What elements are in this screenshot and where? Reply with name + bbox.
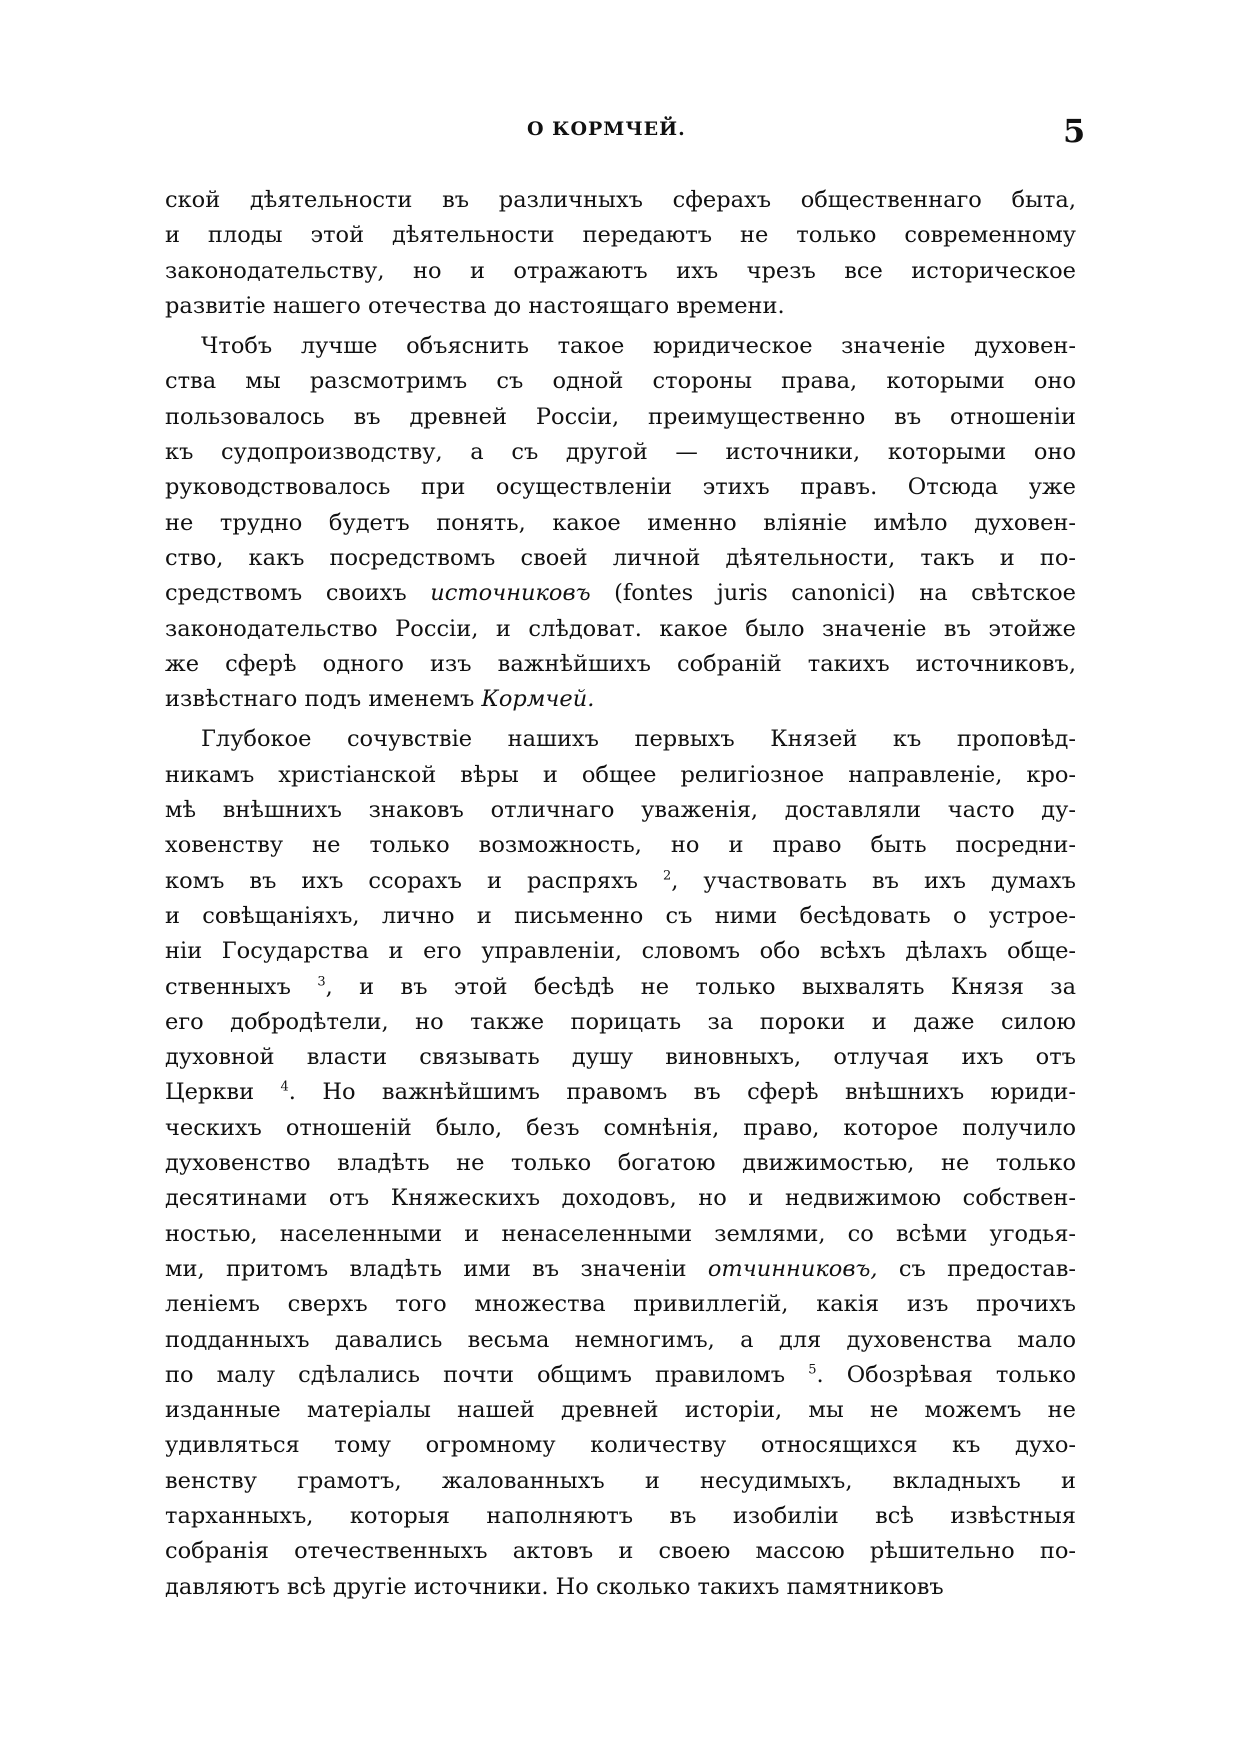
text-segment: изданные матеріалы нашей древней исторіи, мы не можемъ не [165,1397,1076,1424]
text-line [165,1323,1076,1358]
text-line [165,1358,1076,1393]
text-line [165,1534,1076,1569]
text-segment: Чтобъ лучше объяснить такое юридическое значеніе духовен- [201,333,1076,360]
italic-text: Кормчей. [481,686,595,713]
text-line [165,1181,1076,1216]
text-line [165,970,1076,1005]
text-segment: . Но важнѣйшимъ правомъ въ сферѣ внѣшнихъ юриди- [288,1079,1076,1106]
text-line [165,1499,1076,1534]
text-line [165,758,1076,793]
text-segment: ства мы разсмотримъ съ одной стороны права, которыми оно [165,368,1076,395]
text-segment: Церкви [165,1079,281,1106]
text-segment: ство, какъ посредствомъ своей личной дѣятельности, такъ и по- [165,544,1076,571]
text-segment: развитіе нашего отечества до настоящаго времени. [165,292,785,319]
text-segment: по малу сдѣлались почти общимъ правиломъ [165,1361,809,1388]
text-line [165,1252,1076,1287]
text-segment: не трудно будетъ понять, какое именно вліяніе имѣло духовен- [165,509,1076,536]
text-line [165,1075,1076,1110]
footnote-marker: 5 [808,1362,817,1378]
text-line [165,254,1076,289]
text-segment: ховенству не только возможность, но и право быть посредни- [165,832,1076,859]
text-line [165,435,1076,470]
text-line [165,1428,1076,1463]
text-line [165,1570,1076,1605]
italic-text: источниковъ [430,580,591,607]
text-line [165,1040,1076,1075]
text-line [165,576,1076,611]
text-segment: извѣстнаго подъ именемъ [165,686,482,713]
text-segment: . Обозрѣвая только [816,1361,1076,1388]
text-segment: Глубокое сочувствіе нашихъ первыхъ Князей къ проповѣд- [201,726,1076,753]
text-segment: никамъ христіанской вѣры и общее религіозное направленіе, кро- [165,761,1076,788]
text-segment: законодательство Россіи, и слѣдоват. какое было значеніе въ этойже [165,615,1076,642]
text-segment: ностью, населенными и ненаселенными землями, со всѣми угодья- [165,1220,1076,1247]
text-segment: , и въ этой бесѣдѣ не только выхвалять Князя за [325,973,1076,1000]
text-segment: леніемъ сверхъ того множества привиллегій, какія изъ прочихъ [165,1291,1076,1318]
footnote-marker: 4 [280,1079,289,1095]
text-segment: духовной власти связывать душу виновныхъ, отлучая ихъ отъ [165,1044,1076,1071]
text-segment: тарханныхъ, которыя наполняютъ въ изобиліи всѣ извѣстныя [165,1502,1076,1529]
text-segment: удивляться тому огромному количеству относящихся къ духо- [165,1432,1076,1459]
text-segment: десятинами отъ Княжескихъ доходовъ, но и недвижимою собствен- [165,1185,1076,1212]
text-line [165,899,1076,934]
text-segment: и совѣщаніяхъ, лично и письменно съ ними бесѣдовать о устрое- [165,902,1076,929]
text-line [165,1005,1076,1040]
text-segment: пользовалось въ древней Россіи, преимущественно въ отношеніи [165,403,1076,430]
text-segment: мѣ внѣшнихъ знаковъ отличнаго уваженія, доставляли часто ду- [165,797,1076,824]
text-line [165,541,1076,576]
footnote-marker: 3 [317,974,326,990]
text-line [165,1287,1076,1322]
italic-text: отчинниковъ, [707,1255,878,1282]
text-segment: законодательству, но и отражаютъ ихъ чрезъ все историческое [165,257,1076,284]
text-segment: ческихъ отношеній было, безъ сомнѣнія, право, которое получило [165,1114,1076,1141]
text-line [165,364,1076,399]
text-segment: его добродѣтели, но также порицать за пороки и даже силою [165,1008,1076,1035]
text-line [165,329,1076,364]
text-line [165,793,1076,828]
text-line [165,1393,1076,1428]
text-line [165,1464,1076,1499]
text-line [165,506,1076,541]
text-segment: къ судопроизводству, а съ другой — источники, которыми оно [165,439,1076,466]
text-segment: средствомъ своихъ [165,580,431,607]
text-line [165,1217,1076,1252]
text-line [165,612,1076,647]
text-segment: подданныхъ давались весьма немногимъ, а для духовенства мало [165,1326,1076,1353]
text-segment: ственныхъ [165,973,318,1000]
text-segment: , участвовать въ ихъ думахъ [671,867,1076,894]
text-line [165,647,1076,682]
text-segment: духовенство владѣть не только богатою движимостью, не только [165,1150,1076,1177]
text-line [165,289,1076,324]
text-line [165,722,1076,757]
page-number: 5 [1063,112,1086,150]
text-line [165,218,1076,253]
body-text [165,183,1076,1605]
text-segment: ми, притомъ владѣть ими въ значеніи [165,1255,708,1282]
footnote-marker: 2 [663,868,672,884]
text-line [165,934,1076,969]
text-segment: венству грамотъ, жалованныхъ и несудимыхъ, вкладныхъ и [165,1467,1076,1494]
text-line [165,400,1076,435]
text-segment: ской дѣятельности въ различныхъ сферахъ общественнаго быта, [165,187,1076,213]
running-title: О КОРМЧЕЙ. [527,118,686,140]
text-segment: комъ въ ихъ ссорахъ и распряхъ [165,867,663,894]
text-segment: ніи Государства и его управленіи, словомъ обо всѣхъ дѣлахъ обще- [165,938,1076,965]
text-segment: собранія отечественныхъ актовъ и своею массою рѣшительно по- [165,1538,1076,1565]
text-segment: и плоды этой дѣятельности передаютъ не только современному [165,222,1076,249]
text-segment: руководствовалось при осуществленіи этихъ правъ. Отсюда уже [165,474,1076,501]
text-line [165,1146,1076,1181]
text-segment: (fontes juris canonici) на свѣтское [590,580,1076,607]
text-segment: давляютъ всѣ другіе источники. Но сколько такихъ памятниковъ [165,1573,944,1600]
text-line [165,682,1076,717]
text-line [165,864,1076,899]
text-segment: же сферѣ одного изъ важнѣйшихъ собраній такихъ источниковъ, [165,650,1076,677]
text-line [165,470,1076,505]
text-line [165,1111,1076,1146]
text-segment: съ предостав- [877,1255,1076,1282]
text-line [165,828,1076,863]
text-line [165,183,1076,218]
